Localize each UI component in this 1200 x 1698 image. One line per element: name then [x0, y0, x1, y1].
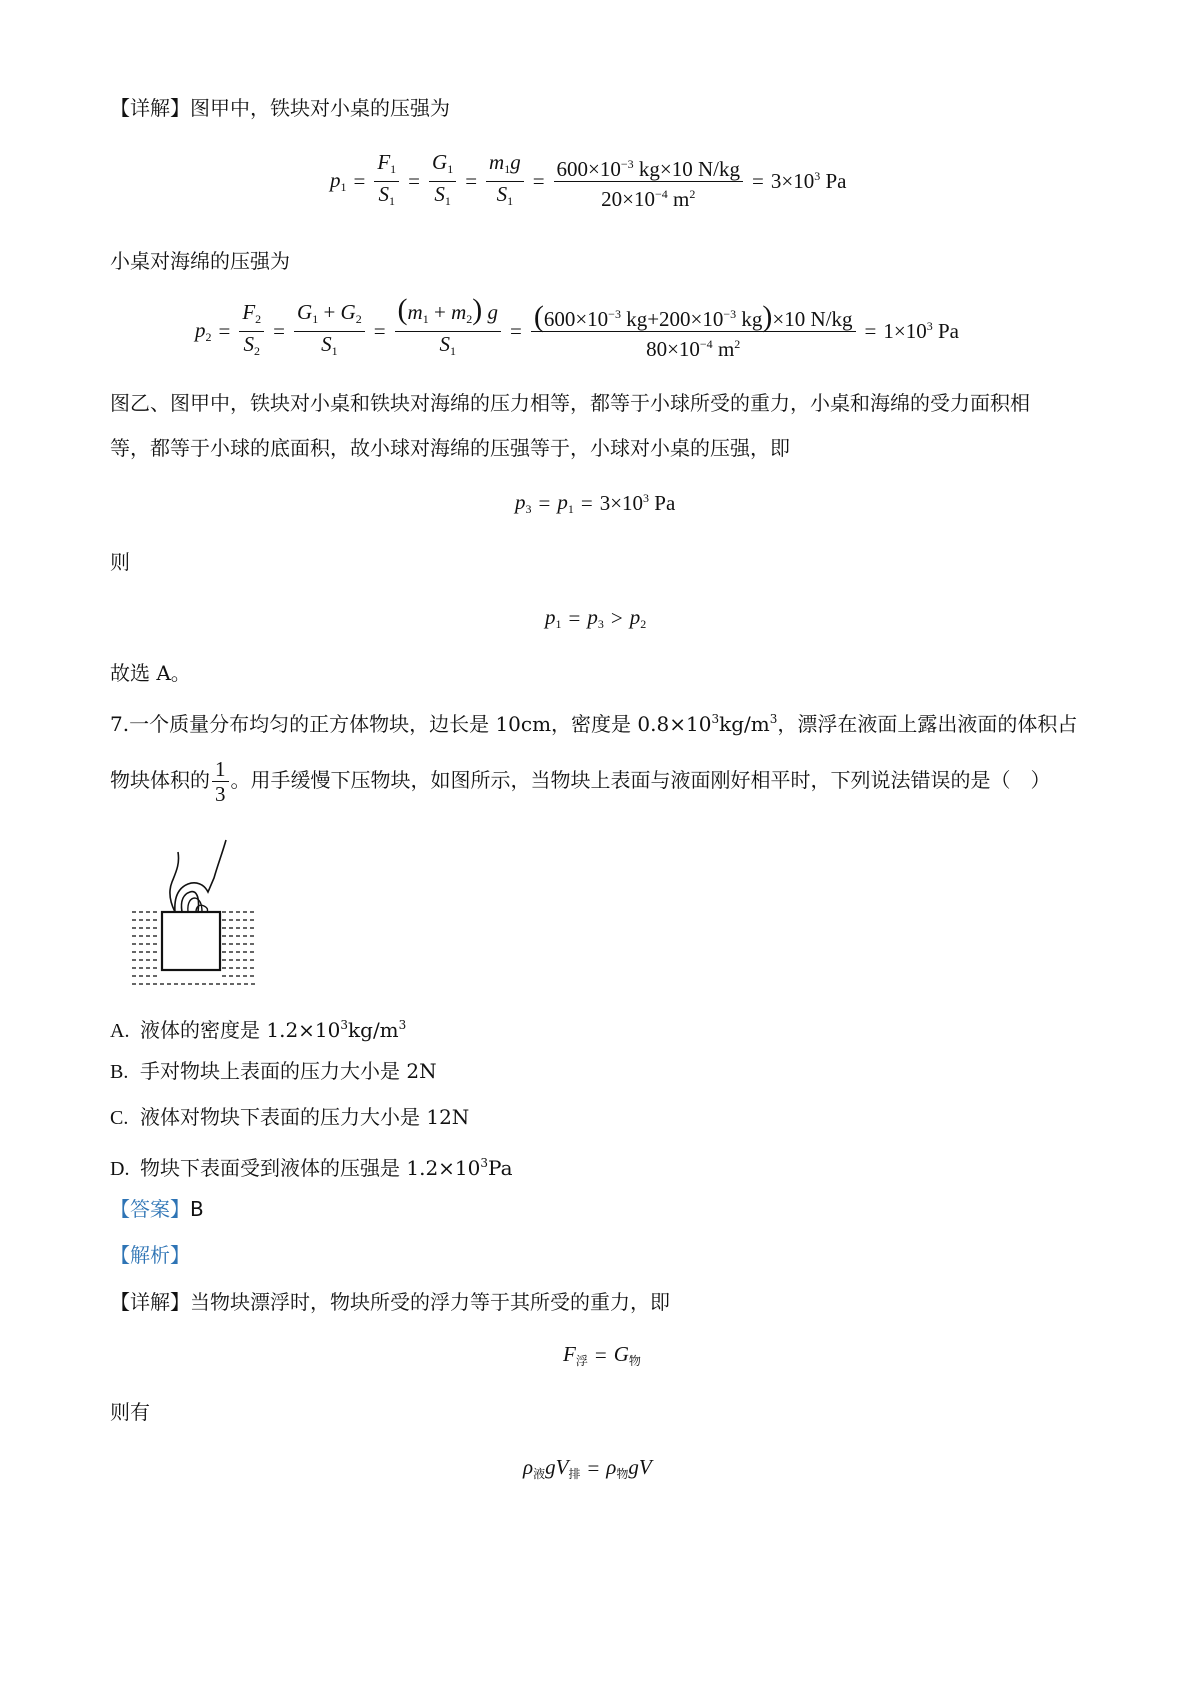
option-a[interactable]: A. 液体的密度是 $1.2\times 10^3kg/m^3$: [110, 1018, 407, 1042]
equation-buoyancy: $F_浮$ = $G_物$: [563, 1342, 641, 1368]
answer-line: [110, 1195, 204, 1223]
fraction: $\frac{G_1}{S_1}$: [429, 150, 456, 213]
fraction-one-third: $\frac{1}{3}$: [212, 757, 229, 806]
detail-heading-2: 【详解】: [110, 1290, 190, 1314]
fraction: $\frac{F_2}{S_2}$: [239, 300, 264, 363]
question-7-line-2: 物块体积的 $\frac{1}{3}$ 。用手缓慢下压物块，如图所示，当物块上表面与液面刚好相平时，下列说法错误的是（ ）: [110, 757, 1051, 806]
answer-value: B: [190, 1197, 204, 1221]
detail-text-then: 则有: [110, 1400, 150, 1424]
fraction: $\frac{m_1g}{S_1}$: [486, 150, 524, 213]
equation-p2: $p_2$ = $\frac{F_2}{S_2}$ = $\frac{G_1 + G_2}{S_1}$ = $\frac{(m_1 + m_2) g}{S_1}$ = $\frac{(600\times 10^{-3} kg+200\times 10^{-3} kg)\times 10 N/kg}{80\times 10^{-4} m^2}$ = $1\times 10^3$ Pa: [195, 293, 959, 361]
option-c[interactable]: C. 液体对物块下表面的压力大小是 12N: [110, 1105, 470, 1129]
equation-p1: $p_1$ = $\frac{F_1}{S_1}$ = $\frac{G_1}{S_1}$ = $\frac{m_1g}{S_1}$ = $\frac{600\times 10^{-3} kg\times 10 N/kg}{20\times 10^{-4} m^2}$ = $3\times 10^3$ Pa: [330, 150, 847, 211]
fraction: $\frac{G_1 + G_2}{S_1}$: [294, 300, 365, 363]
equation-compare: $p_1$ = $p_3$ > $p_2$: [545, 605, 647, 631]
detail-text-3b: 等，都等于小球的底面积，故小球对海绵的压强等于，小球对小桌的压强，即: [110, 436, 790, 460]
fraction: $\frac{600\times 10^{-3} kg\times 10 N/kg}{20\times 10^{-4} m^2}$: [554, 152, 743, 211]
equation-density: $\rho_液gV_排$ = $\rho_物gV$: [523, 1455, 652, 1481]
cube-in-liquid-figure: [130, 838, 260, 986]
question-7-line-1: 7.一个质量分布均匀的正方体物块，边长是 10cm，密度是 $0.8\times 10^3kg/m^3$，漂浮在液面上露出液面的体积占: [110, 712, 1078, 736]
option-d[interactable]: D. 物块下表面受到液体的压强是 $1.2\times 10^3Pa$: [110, 1156, 513, 1180]
detail-paragraph-1: [110, 94, 450, 122]
fraction: $\frac{(600\times 10^{-3} kg+200\times 10^{-3} kg)\times 10 N/kg}{80\times 10^{-4} m^2}$: [531, 302, 856, 361]
detail-paragraph-2: 【详解】当物块漂浮时，物块所受的浮力等于其所受的重力，即: [110, 1290, 670, 1314]
answer-label: 【答案】: [110, 1197, 190, 1221]
equation-p3: $p_3$ = $p_1$ = $3\times 10^3$ Pa: [515, 490, 676, 516]
detail-text: 图甲中，铁块对小桌的压强为: [190, 96, 450, 120]
option-b[interactable]: B. 手对物块上表面的压力大小是 2N: [110, 1059, 437, 1083]
detail-text-3a: 图乙、图甲中，铁块对小桌和铁块对海绵的压力相等，都等于小球所受的重力，小桌和海绵的受力面积相: [110, 391, 1030, 415]
detail-text-4: 则: [110, 550, 130, 574]
fraction: $\frac{F_1}{S_1}$: [374, 150, 399, 213]
detail-heading: 【详解】: [110, 96, 190, 120]
detail-text-2: 小桌对海绵的压强为: [110, 249, 290, 273]
fraction: $\frac{(m_1 + m_2) g}{S_1}$: [395, 300, 501, 363]
detail-text-5: 故选 A。: [110, 661, 191, 685]
analysis-label: 【解析】: [110, 1243, 190, 1267]
